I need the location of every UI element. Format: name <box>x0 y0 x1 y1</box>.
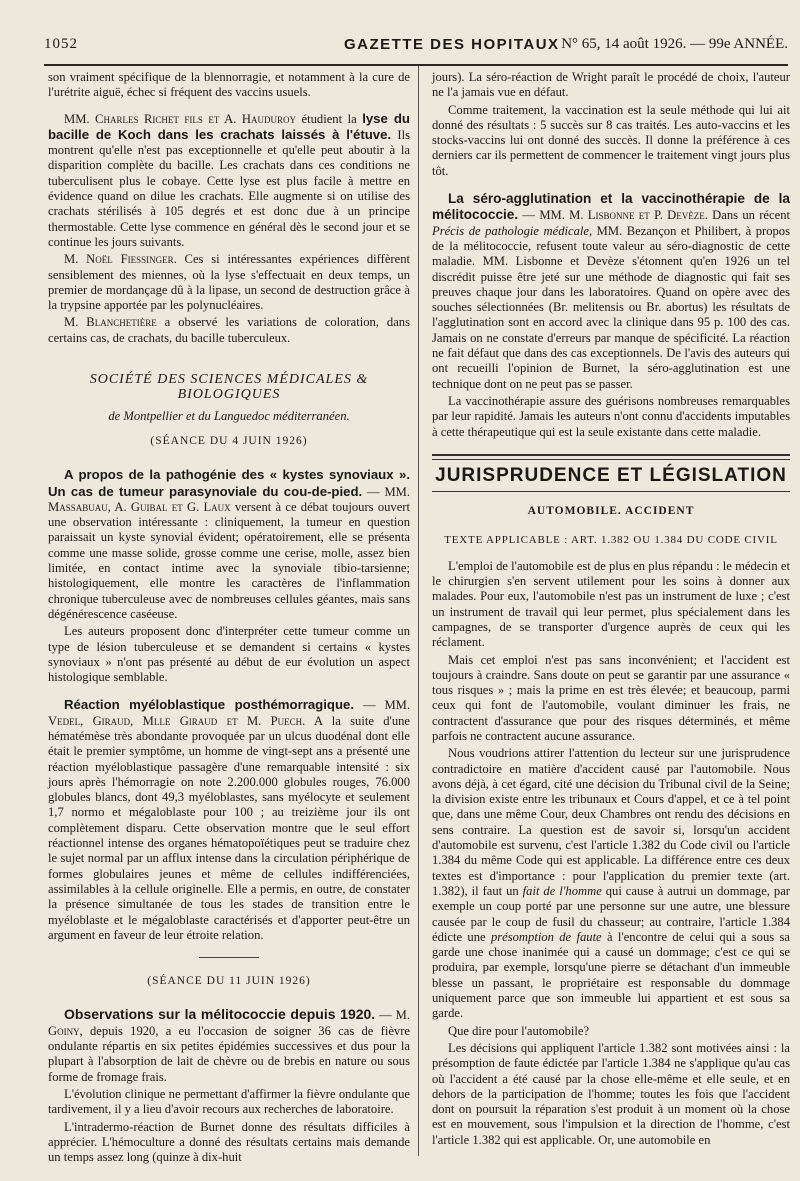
separator <box>199 957 259 958</box>
article-title: Observations sur la mélitococcie depuis 1920. <box>64 1006 376 1023</box>
authors: — MM. Vedel, Giraud, Mlle Giraud et M. Puech. <box>48 698 410 728</box>
section-rule <box>432 491 790 492</box>
paragraph: Comme traitement, la vaccination est la seule méthode qui lui ait donné des résultats : 5 succès sur 8 cas traités. Les auto-vaccins et les stocks-vaccins lui ont donné des succès. Il donne la préférence à ces derniers car ils permettent de commencer le traitement vingt jours plus tôt. <box>432 102 790 178</box>
section-rule <box>432 454 790 460</box>
book-title: Précis de pathologie médicale <box>432 223 589 238</box>
article-title: lyse du bacille de Koch dans les crachats laissés à l'étuve. <box>48 110 410 142</box>
emphasis: fait de l'homme <box>522 883 602 898</box>
spacer <box>48 687 410 697</box>
society-title: SOCIÉTÉ DES SCIENCES MÉDICALES & BIOLOGIQUES <box>89 372 369 403</box>
seance-date: (SÉANCE DU 11 JUIN 1926) <box>147 975 311 988</box>
paragraph <box>48 111 410 251</box>
text: depuis 1920, a eu l'occasion de soigner 36 cas de fièvre ondulante répartis en six petites épidémies successives et dus pour la plupart à l'absorption de lait de chèvre ou de brebis en nature ou sous forme de fromage frais. <box>48 1023 410 1084</box>
authors: MM. Charles Richet fils et A. Hauduroy <box>64 111 297 126</box>
text: Ces si intéressantes expériences diffèrent sensiblement des miennes, où la lyse s'effectuait en deux temps, un premier de mordançage dû à la lipase, un second de destruction grâce à la trypsine apportée par les polynucléaires. <box>48 252 411 313</box>
article-title: A propos de la pathogénie des « kystes synoviaux ». Un cas de tumeur parasynoviale du cou-de-pied. <box>48 467 410 499</box>
text: à l'encontre de celui qui a sous sa garde une chose inanimée qui a causé un dommage; c'est ce qui se produira, par exemple, lorsqu'une pierre se détachant d'un immeuble blesse un passant, le propriétaire est responsable du dommage uniquement parce que son immeuble lui appartient et est sous sa garde. <box>432 929 791 1021</box>
paragraph: L'intradermo-réaction de Burnet donne des résultats difficiles à apprécier. L'hémoculture a donné des résultats certains mais demande un temps assez long (quinze à dix-huit <box>48 1119 410 1165</box>
paragraph: Les auteurs proposent donc d'interpréter cette tumeur comme un type de lésion tuberculeuse et se demandent si certains « kystes synoviaux » n'ont pas présenté au début de eur évolution un aspect histologique semblable. <box>48 624 410 685</box>
paragraph <box>48 315 410 346</box>
text: , MM. Bezançon et Philibert, à propos de la mélitococcie, refusent toute valeur au séro-diagnostic de cette maladie. MM. Lisbonne et Devèze s'étonnent qu'en 1926 un tel discrédit puisse être jeté sur une méthode de diagnostic qui fait ses preuves chaque jour dans les laboratoires. Quand on opère avec des souches sélectionnées (Br. melitensis ou Br. abortus) les résultats de l'agglutination sont en accord avec la clinique dans 95 p. 100 des cas. Jamais on ne constate d'erreurs par manque de spécificité. La réaction ne fait défaut que dans des cas exceptionnels. De l'avis des auteurs qui ont recueilli l'opinion de Burnet, la séro-agglutination est une technique dont on ne peut pas se passer. <box>432 223 790 391</box>
text: versent à ce débat toujours ouvert une observation intéressante : cliniquement, la tumeur en question paraissait un kyste synovial évident; opératoirement, elle se présenta comme une masse solide, grosse comme une cerise, molle, assez bien limitée, en contact intime avec la synoviale tibio-tarsienne; histologiquement, elle montre les caractères de l'inflammation chronique tuberculeuse avec de nombreuses cellules géantes, mais sans dégénérescence caséeuse. <box>48 499 410 621</box>
paragraph <box>48 252 410 313</box>
right-column <box>432 70 790 1150</box>
text: Ils montrent qu'elle n'est pas exceptionnelle et qu'elle peut aboutir à la disparition complète du bacille. Les crachats dans ces conditions ne tuberculisent plus le cobaye. Cette lyse est plus facile à mettre en évidence quand on dilue les crachats. Elle augmente si on utilise des crachats stérilisés à 105 degrés et est donc due à un principe thermostable. Cette lyse commence en général dès le second jour et se continue les jours suivants. <box>48 127 410 249</box>
authors: M. Blanchetière <box>64 315 157 330</box>
header-rule <box>44 64 788 66</box>
page-number: 1052 <box>44 36 78 52</box>
paragraph <box>48 697 410 943</box>
text: qui cause à autrui un dommage, par exemple un coup porté par une personne sur une autre, une blessure causée par le coup de fusil du chasseur; au contraire, l'article 1.384 édicte une <box>432 883 790 944</box>
paragraph: L'emploi de l'automobile est de plus en plus répandu : le médecin et le chirurgien s'en servent utilement pour les soins à donner aux malades. Pour eux, l'automobile n'est pas un instrument de luxe ; c'est un instrument de travail qui leur permet, plus spécialement dans les campagnes, de se transporter d'urgence auprès de ceux qui les réclament. <box>432 558 790 650</box>
paragraph: jours). La séro-réaction de Wright paraît le procédé de choix, l'auteur ne l'a jamais vue en défaut. <box>432 70 790 100</box>
page-header <box>44 36 788 62</box>
authors: — MM. Massabuau, A. Guibal et G. Laux <box>48 484 410 514</box>
paragraph: Les décisions qui appliquent l'article 1.382 sont motivées ainsi : la présomption de faute édictée par l'article 1.384 ne s'applique qu'au cas où l'accident a été causé par la chose elle-même et elle seule, et en dehors de la participation de l'homme; toutes les fois que l'accident dont on poursuit la réparation s'est produit à un moment où la chose est en mouvement, sous l'impulsion et la direction de l'homme, c'est l'article 1.382 qui est applicable. Or, une automobile en <box>432 1040 790 1147</box>
paragraph <box>48 467 410 622</box>
section-title: JURISPRUDENCE ET LÉGISLATION <box>435 464 787 486</box>
text: Dans un récent <box>707 208 790 223</box>
issue-info: N° 65, 14 août 1926. — 99e ANNÉE. <box>561 36 788 52</box>
applicable-text: TEXTE APPLICABLE : ART. 1.382 OU 1.384 DU CODE CIVIL <box>444 534 778 547</box>
text: a observé les variations de coloration, dans certains cas, de crachats, du bacille tuberculeux. <box>48 315 410 345</box>
society-subtitle: de Montpellier et du Languedoc méditerranéen. <box>108 408 350 423</box>
left-column <box>48 70 410 1167</box>
paragraph <box>48 1007 410 1084</box>
emphasis: présomption de faute <box>490 929 602 944</box>
text: étudient la <box>296 111 363 126</box>
paragraph: Que dire pour l'automobile? <box>448 1023 590 1038</box>
authors: — M. Goiny, <box>48 1008 410 1038</box>
article-title: La séro-agglutination et la vaccinothérapie de la mélitococcie. <box>432 191 790 223</box>
paragraph: Mais cet emploi n'est pas sans inconvénient; et l'accident est toujours à craindre. Sans doute on peut se garantir par une assurance « tous risques » ; mais la prime en est très élevée; et beaucoup, parmi ceux qui font de l'automobile, voulant diminuer les frais, ne contractent d'assurance que pour des risques déterminés, et même parfois ne contractent aucune assurance. <box>432 652 790 743</box>
text: A la suite d'une hématémèse très abondante provoquée par un ulcus duodénal dont elle était le premier symptôme, un homme de vingt-sept ans a présenté une réaction myéloblastique passagère d'une remarquable intensité : six jours après l'hémorragie on note 2.200.000 globules rouges, 76.000 globules blancs, dont 49,3 myéloblastes, sans myélocyte et seulement 1,7 normo et mégaloblaste pour 100 ; au treizième jour ils ont complètement disparu. Cette observation montre que le seul effort réactionnel intense des organes hématopoïétiques peut se traduire chez le sujet normal par un afflux intense dans la circulation périphérique de formes globulaires jeunes et même de cellules indifférenciées, assimilables à la cellule originelle. Elle a permis, en outre, de constater la présence simultanée de tous les stades de transition entre le myéloblaste et le mégaloblaste caractérisés et d'apporter peut-être un argument en faveur de leur étroite relation. <box>48 713 411 942</box>
authors: M. Noël Fiessinger. <box>64 252 177 267</box>
paragraph <box>432 191 790 392</box>
paragraph: La vaccinothérapie assure des guérisons nombreuses remarquables par leur rapidité. Jamais les auteurs n'ont connu d'accidents imputables à cette thérapeutique qui est la seule existante dans cette maladie. <box>432 393 790 439</box>
article-title: Réaction myéloblastique posthémorragique. <box>64 697 355 713</box>
authors: — MM. M. Lisbonne et P. Devèze. <box>518 208 708 223</box>
paragraph <box>432 746 790 1021</box>
journal-title: GAZETTE DES HOPITAUX <box>344 36 560 53</box>
paragraph: L'évolution clinique ne permettant d'affirmer la fièvre ondulante que tardivement, il y a lieu d'avoir recours aux recherches de laboratoire. <box>48 1086 410 1117</box>
paragraph: son vraiment spécifique de la blennorragie, et notamment à la cure de l'urétrite aiguë, échec si fréquent des vaccins usuels. <box>48 70 410 100</box>
spacer <box>432 181 790 191</box>
text: Nous voudrions attirer l'attention du lecteur sur une jurisprudence contradictoire en matière d'accident causé par l'automobile. Nous avons déjà, à cet égard, cité une décision du Tribunal civil de la Seine; la division existe entre les tribunaux et Cours d'appel, et ce à tel point que, dans une même Cour, deux Chambres ont rendu des décisions en sens contraire. La question est de savoir si, lorsqu'un accident d'automobile est survenu, c'est l'article 1.382 du Code civil ou l'article 1.384 du même Code qui est applicable. La différence entre ces deux textes est d'importance : pour l'application du premier texte (art. 1.382), il faut un <box>432 746 790 898</box>
subsection-title: AUTOMOBILE. ACCIDENT <box>527 505 695 518</box>
column-divider <box>418 66 419 1156</box>
seance-date: (SÉANCE DU 4 JUIN 1926) <box>150 434 308 447</box>
